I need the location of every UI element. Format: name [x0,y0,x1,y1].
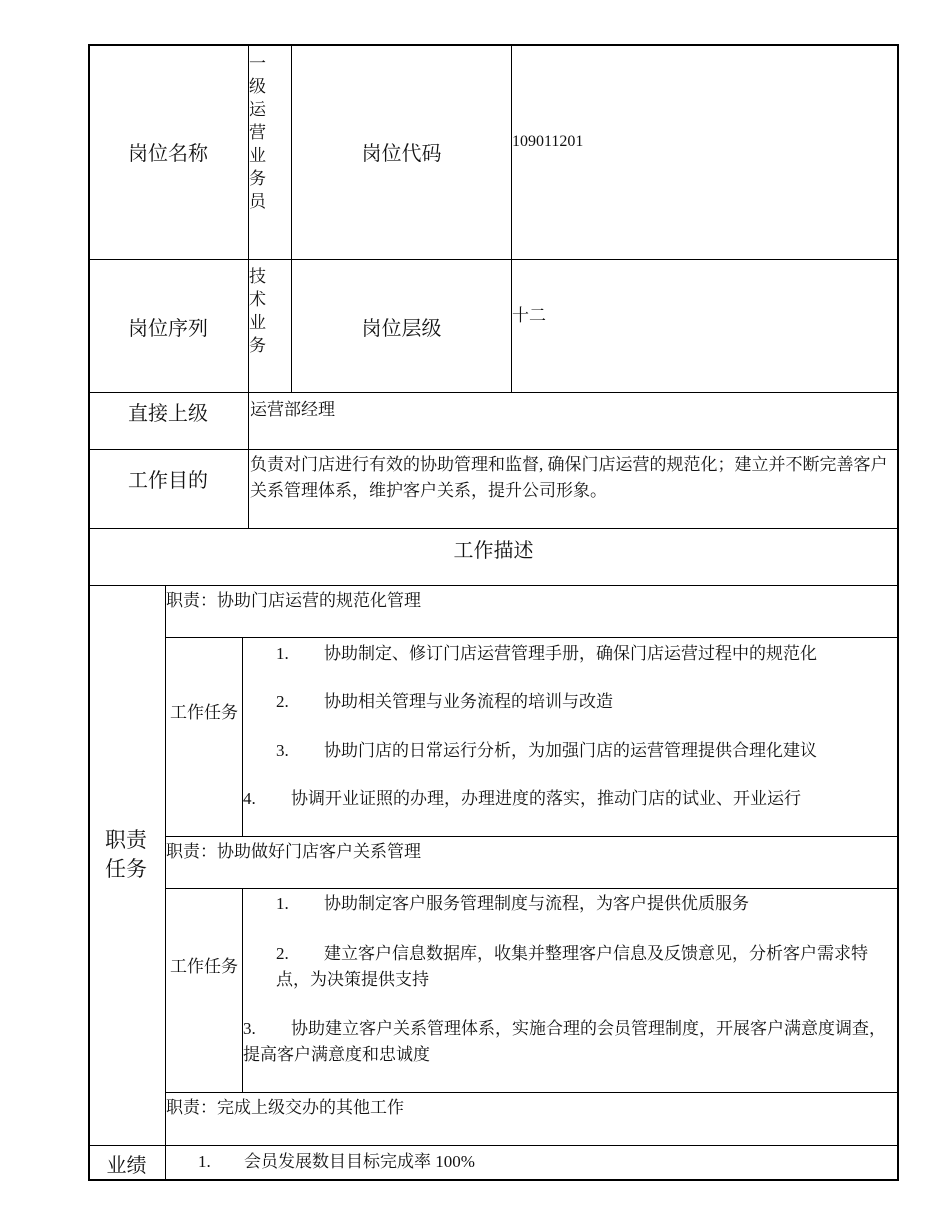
task-item: 1. 协助制定客户服务管理制度与流程，为客户提供优质服务 [276,894,749,913]
post-series-value: 技术业务 [249,267,266,355]
task-label: 工作任务 [170,957,238,976]
purpose-value: 负责对门店进行有效的协助管理和监督, 确保门店运营的规范化；建立并不断完善客户关系管理体系，维护客户关系，提升公司形象。 [250,455,888,500]
post-name-label: 岗位名称 [128,143,208,165]
post-level-label: 岗位层级 [361,317,442,340]
duty-title: 职责：完成上级交办的其他工作 [166,1098,404,1117]
task-label: 工作任务 [170,703,238,722]
supervisor-value: 运营部经理 [250,400,335,419]
task-item: 2. 建立客户信息数据库，收集并整理客户信息及反馈意见，分析客户需求特点，为决策提供支持 [276,944,868,989]
duty-title: 职责：协助做好门店客户关系管理 [166,842,421,861]
post-name-value: 一级运营业务员 [249,54,266,211]
post-level-value: 十二 [512,306,546,325]
work-description-title: 工作描述 [453,539,534,562]
post-series-label: 岗位序列 [128,317,208,340]
duty-title: 职责：协助门店运营的规范化管理 [166,591,421,610]
supervisor-label: 直接上级 [128,402,208,425]
task-item: 1. 协助制定、修订门店运营管理手册，确保门店运营过程中的规范化 [276,644,817,663]
performance-label: 业绩 [106,1154,147,1177]
performance-item: 1. 会员发展数目目标完成率 100% [198,1152,475,1171]
post-code-value: 109011201 [512,133,584,150]
task-item: 4. 协调开业证照的办理，办理进度的落实，推动门店的试业、开业运行 [243,789,801,808]
post-code-label: 岗位代码 [361,143,442,165]
duties-side-label: 职责任务 [105,828,147,881]
task-item: 3. 协助门店的日常运行分析，为加强门店的运营管理提供合理化建议 [276,741,817,760]
task-item: 2. 协助相关管理与业务流程的培训与改造 [276,692,613,711]
purpose-label: 工作目的 [128,469,208,492]
task-item: 3. 协助建立客户关系管理体系，实施合理的会员管理制度，开展客户满意度调查，提高客户满意度和忠诚度 [243,1019,886,1064]
